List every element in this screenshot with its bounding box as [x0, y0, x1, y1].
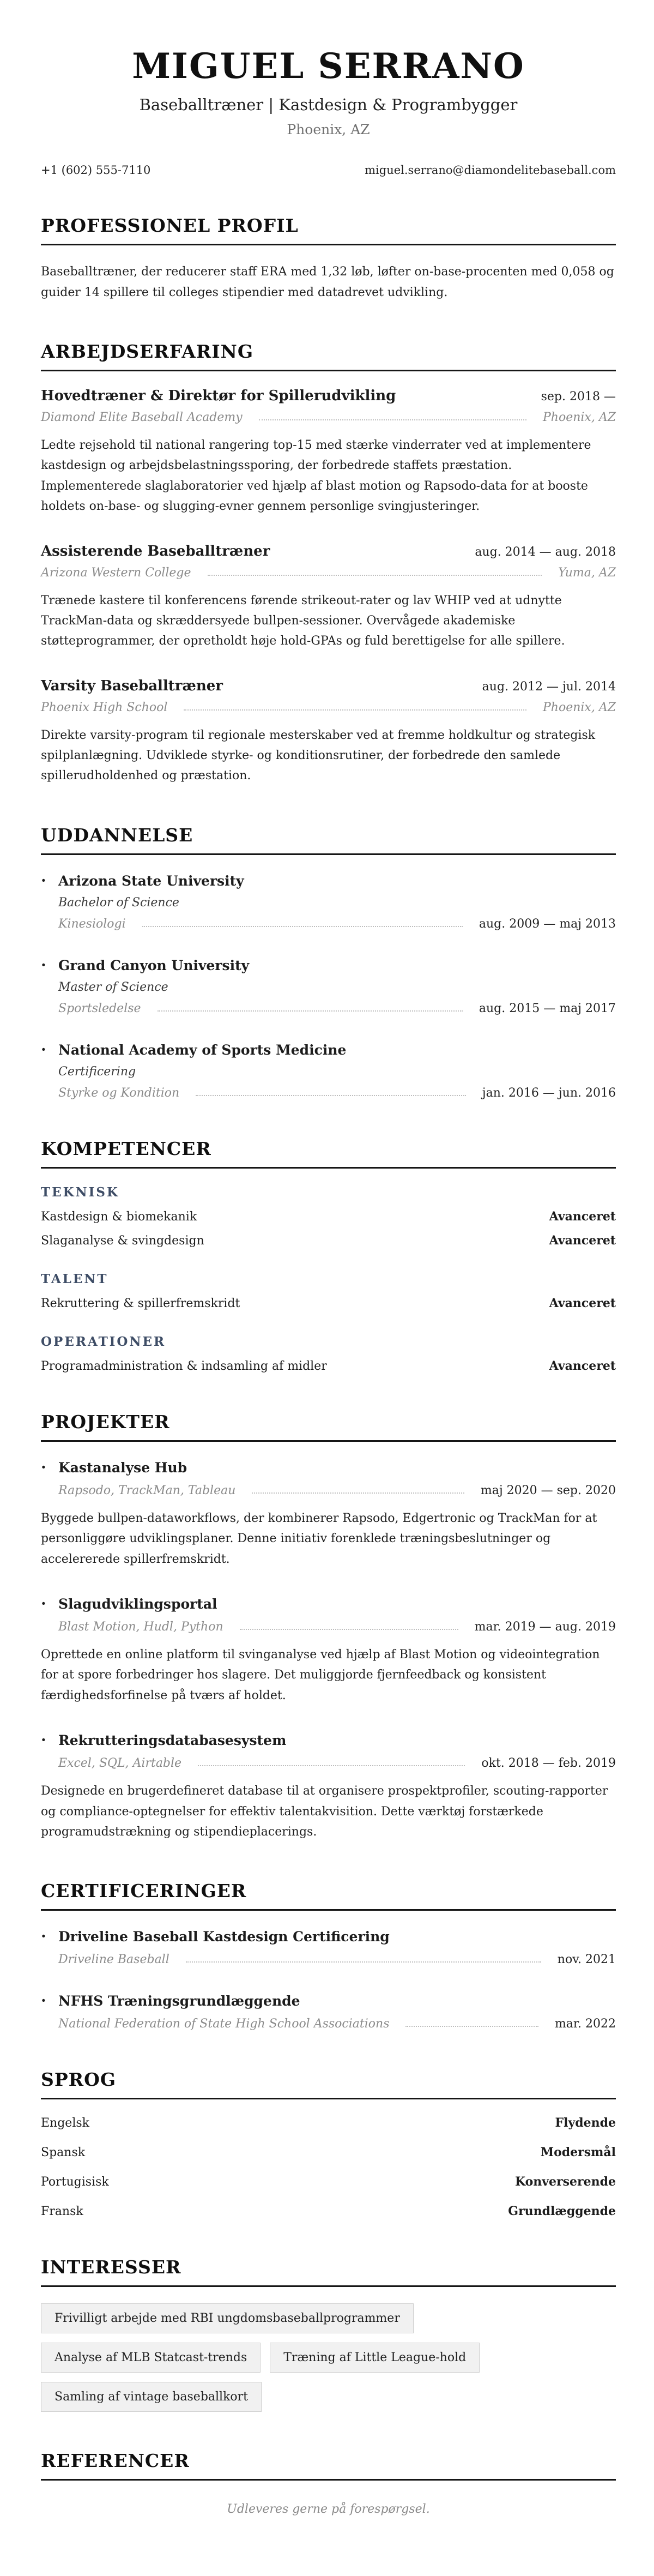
- contact-row: [41, 164, 616, 177]
- project-subrow: [58, 1620, 616, 1634]
- bullet-icon: [41, 1594, 58, 1612]
- job-subrow: [41, 701, 616, 714]
- project-dates: okt. 2018 — feb. 2019: [481, 1756, 616, 1771]
- job-location: Phoenix, AZ: [542, 700, 616, 714]
- skill-row: [41, 1233, 616, 1248]
- project-description: Designede en brugerdefineret database til at organisere prospektprofiler, scouting-rapporter og compliance-optegnelser for effektiv talentakvisition. Dette værktøj forstærkede programudstrækning og stipendieplacerings.: [41, 1784, 608, 1839]
- certification-entry: [41, 1991, 616, 2031]
- education-dates: jan. 2016 — jun. 2016: [482, 1086, 616, 1100]
- contact-phone: +1 (602) 555-7110: [41, 164, 151, 177]
- language-level: Grundlæggende: [508, 2204, 616, 2219]
- skill-group-label: TALENT: [41, 1271, 108, 1286]
- project-entry: [41, 1594, 616, 1706]
- education-degree: Certificering: [58, 1064, 136, 1079]
- section-title-education: UDDANNELSE: [41, 824, 616, 855]
- skill-name: Rekruttering & spillerfremskridt: [41, 1296, 240, 1310]
- section-title-profile: PROFESSIONEL PROFIL: [41, 215, 616, 245]
- education-details: [41, 896, 616, 931]
- education-entry: [41, 956, 616, 1015]
- job-company: Arizona Western College: [41, 565, 191, 580]
- education-head: [41, 956, 616, 974]
- education-institution: National Academy of Sports Medicine: [58, 1042, 347, 1058]
- project-dates: mar. 2019 — aug. 2019: [474, 1620, 616, 1634]
- language-name: Portugisisk: [41, 2175, 109, 2189]
- job-subrow: [41, 411, 616, 424]
- section-skills: [41, 1138, 616, 1373]
- job-entry: [41, 678, 616, 786]
- dot-leader: [184, 709, 526, 711]
- resume-name: MIGUEL SERRANO: [132, 46, 525, 87]
- job-dates: sep. 2018 —: [541, 389, 616, 404]
- skill-level: Avanceret: [549, 1358, 616, 1373]
- interest-tags: [41, 2303, 616, 2412]
- section-projects: [41, 1411, 616, 1843]
- certification-issuer: National Federation of State High School Associations: [58, 2017, 390, 2031]
- language-level: Modersmål: [540, 2145, 616, 2160]
- job-subrow: [41, 566, 616, 580]
- education-field: Styrke og Kondition: [58, 1086, 180, 1100]
- project-entry: [41, 1458, 616, 1569]
- bullet-icon: [41, 1458, 58, 1476]
- job-entry: [41, 388, 616, 517]
- dot-leader: [252, 1492, 464, 1494]
- dot-leader: [259, 419, 526, 420]
- job-location: Phoenix, AZ: [542, 410, 616, 424]
- certification-details: [41, 1953, 616, 1966]
- skill-group: [41, 1334, 616, 1373]
- interest-tag: Træning af Little League-hold: [270, 2343, 480, 2373]
- section-interests: [41, 2256, 616, 2412]
- references-note: Udleveres gerne på forespørgsel.: [227, 2502, 430, 2517]
- certification-head: [41, 1991, 616, 2009]
- language-name: Spansk: [41, 2146, 86, 2160]
- skill-row: [41, 1296, 616, 1310]
- job-description: Direkte varsity-program til regionale mesterskaber ved at fremme holdkultur og strategisk spilplanlægning. Udviklede styrke- og konditionsrutiner, der forbedrede den samlede spillerudholdenhed og præstation.: [41, 728, 596, 783]
- dot-leader: [198, 1765, 465, 1766]
- job-head: [41, 678, 616, 694]
- project-tech: Excel, SQL, Airtable: [58, 1756, 182, 1771]
- certification-head: [41, 1927, 616, 1945]
- education-entry: [41, 871, 616, 931]
- skill-group: [41, 1272, 616, 1310]
- interest-tag: Samling af vintage baseballkort: [41, 2382, 262, 2412]
- project-subrow: [58, 1484, 616, 1497]
- education-details: [41, 980, 616, 1015]
- education-subrow: [58, 1086, 616, 1100]
- project-subrow: [58, 1756, 616, 1770]
- job-title: Hovedtræner & Direktør for Spillerudvikling: [41, 387, 396, 404]
- language-name: Engelsk: [41, 2116, 89, 2130]
- job-company: Diamond Elite Baseball Academy: [41, 410, 243, 424]
- project-tech: Rapsodo, TrackMan, Tableau: [58, 1483, 236, 1497]
- skill-group-label: TEKNISK: [41, 1184, 120, 1200]
- dot-leader: [240, 1629, 458, 1630]
- job-description: Trænede kastere til konferencens førende strikeout-rater og lav WHIP ved at udnytte TrackMan-data og skræddersyede bullpen-sessioner. Overvågede akademiske støtteprogrammer, der opretholdt høje hold-GPAs og fuld berettigelse for alle spillere.: [41, 593, 565, 648]
- bullet-icon: [41, 1927, 58, 1945]
- project-head: [41, 1458, 616, 1476]
- skill-name: Kastdesign & biomekanik: [41, 1209, 197, 1224]
- job-title: Assisterende Baseballtræner: [41, 543, 270, 559]
- bullet-icon: [41, 1040, 58, 1058]
- project-head: [41, 1594, 616, 1612]
- language-row: [41, 2145, 616, 2159]
- language-name: Fransk: [41, 2205, 83, 2219]
- section-title-interests: INTERESSER: [41, 2256, 616, 2287]
- education-degree: Master of Science: [58, 980, 168, 994]
- certification-entry: [41, 1927, 616, 1966]
- job-head: [41, 388, 616, 404]
- project-title: Kastanalyse Hub: [58, 1459, 187, 1476]
- project-details: [41, 1756, 616, 1770]
- education-entry: [41, 1040, 616, 1100]
- education-field: Sportsledelse: [58, 1001, 141, 1015]
- certification-title: Driveline Baseball Kastdesign Certificering: [58, 1929, 390, 1945]
- section-title-experience: ARBEJDSERFARING: [41, 341, 616, 371]
- job-title: Varsity Baseballtræner: [41, 677, 223, 694]
- education-subrow: [58, 1002, 616, 1015]
- bullet-icon: [41, 871, 58, 889]
- project-tech: Blast Motion, Hudl, Python: [58, 1620, 223, 1634]
- bullet-icon: [41, 1991, 58, 2009]
- education-degree: Bachelor of Science: [58, 895, 179, 910]
- certification-date: mar. 2022: [554, 2017, 616, 2031]
- dot-leader: [208, 575, 542, 576]
- language-level: Konverserende: [514, 2175, 616, 2189]
- job-head: [41, 543, 616, 559]
- dot-leader: [186, 1961, 541, 1963]
- skill-group-label: OPERATIONER: [41, 1334, 166, 1349]
- dot-leader: [158, 1010, 463, 1012]
- resume-location: Phoenix, AZ: [287, 122, 370, 138]
- education-dates: aug. 2015 — maj 2017: [479, 1001, 616, 1015]
- skill-level: Avanceret: [549, 1296, 616, 1310]
- language-row: [41, 2116, 616, 2130]
- project-head: [41, 1731, 616, 1749]
- language-level: Flydende: [555, 2116, 616, 2130]
- education-subrow: [58, 917, 616, 931]
- skill-group: [41, 1185, 616, 1248]
- interest-tag: Analyse af MLB Statcast-trends: [41, 2343, 261, 2373]
- section-title-projects: PROJEKTER: [41, 1411, 616, 1442]
- certification-issuer: Driveline Baseball: [58, 1953, 169, 1967]
- project-title: Rekrutteringsdatabasesystem: [58, 1732, 287, 1749]
- profile-text: Baseballtræner, der reducerer staff ERA med 1,32 løb, løfter on-base-procenten med 0,058 og guider 14 spillere til colleges stipendier med datadrevet udvikling.: [41, 265, 614, 299]
- project-description: Byggede bullpen-dataworkflows, der kombinerer Rapsodo, Edgertronic og TrackMan for at personliggøre udviklingsplaner. Denne initiativ forenklede træningsbeslutninger og accelererede spillerfremskridt.: [41, 1511, 597, 1566]
- interest-tag: Frivilligt arbejde med RBI ungdomsbaseballprogrammer: [41, 2303, 414, 2333]
- dot-leader: [196, 1095, 466, 1096]
- education-head: [41, 1040, 616, 1058]
- resume-role: Baseballtræner | Kastdesign & Programbygger: [139, 95, 518, 115]
- certification-details: [41, 2017, 616, 2031]
- section-profile: [41, 215, 616, 303]
- resume-header: [41, 48, 616, 177]
- skill-level: Avanceret: [549, 1233, 616, 1248]
- project-title: Slagudviklingsportal: [58, 1596, 217, 1612]
- project-description: Oprettede en online platform til svinganalyse ved hjælp af Blast Motion og videointegration for at spore forbedringer hos slagere. Det muliggjorde fjernfeedback og konsistent færdighedsforfinelse på tværs af holdet.: [41, 1648, 600, 1702]
- section-title-skills: KOMPETENCER: [41, 1138, 616, 1169]
- dot-leader: [405, 2026, 538, 2027]
- certification-title: NFHS Træningsgrundlæggende: [58, 1993, 300, 2009]
- bullet-icon: [41, 956, 58, 974]
- section-references: [41, 2450, 616, 2516]
- section-title-certifications: CERTIFICERINGER: [41, 1880, 616, 1911]
- job-dates: aug. 2012 — jul. 2014: [482, 679, 616, 694]
- job-description: Ledte rejsehold til national rangering top-15 med stærke vinderrater ved at implementere kastdesign og arbejdsbelastningssporing, der forbedrede staffets præstation. Implementerede slaglaboratorier ved hjælp af blast motion og Rapsodo-data for at booste holdets on-base- og slugging-evner gennem personlige svingjusteringer.: [41, 438, 591, 514]
- certification-subrow: [58, 2017, 616, 2031]
- project-entry: [41, 1731, 616, 1842]
- project-details: [41, 1620, 616, 1634]
- language-row: [41, 2175, 616, 2189]
- education-institution: Arizona State University: [58, 872, 244, 889]
- language-row: [41, 2204, 616, 2218]
- section-education: [41, 824, 616, 1100]
- job-location: Yuma, AZ: [558, 565, 616, 580]
- education-field: Kinesiologi: [58, 917, 126, 931]
- skill-name: Slaganalyse & svingdesign: [41, 1233, 204, 1248]
- job-entry: [41, 543, 616, 652]
- education-head: [41, 871, 616, 889]
- section-certifications: [41, 1880, 616, 2031]
- skill-name: Programadministration & indsamling af midler: [41, 1359, 327, 1373]
- bullet-icon: [41, 1731, 58, 1749]
- skill-row: [41, 1359, 616, 1373]
- certification-date: nov. 2021: [557, 1953, 616, 1967]
- project-details: [41, 1484, 616, 1497]
- skill-level: Avanceret: [549, 1209, 616, 1224]
- dot-leader: [142, 926, 463, 927]
- skill-row: [41, 1209, 616, 1224]
- certification-subrow: [58, 1953, 616, 1966]
- education-institution: Grand Canyon University: [58, 957, 250, 973]
- education-dates: aug. 2009 — maj 2013: [479, 917, 616, 931]
- section-title-languages: SPROG: [41, 2069, 616, 2099]
- job-dates: aug. 2014 — aug. 2018: [475, 545, 616, 559]
- job-company: Phoenix High School: [41, 700, 168, 714]
- contact-email: miguel.serrano@diamondelitebaseball.com: [365, 164, 616, 177]
- section-languages: [41, 2069, 616, 2218]
- education-details: [41, 1065, 616, 1100]
- section-experience: [41, 341, 616, 786]
- project-dates: maj 2020 — sep. 2020: [480, 1483, 616, 1497]
- section-title-references: REFERENCER: [41, 2450, 616, 2481]
